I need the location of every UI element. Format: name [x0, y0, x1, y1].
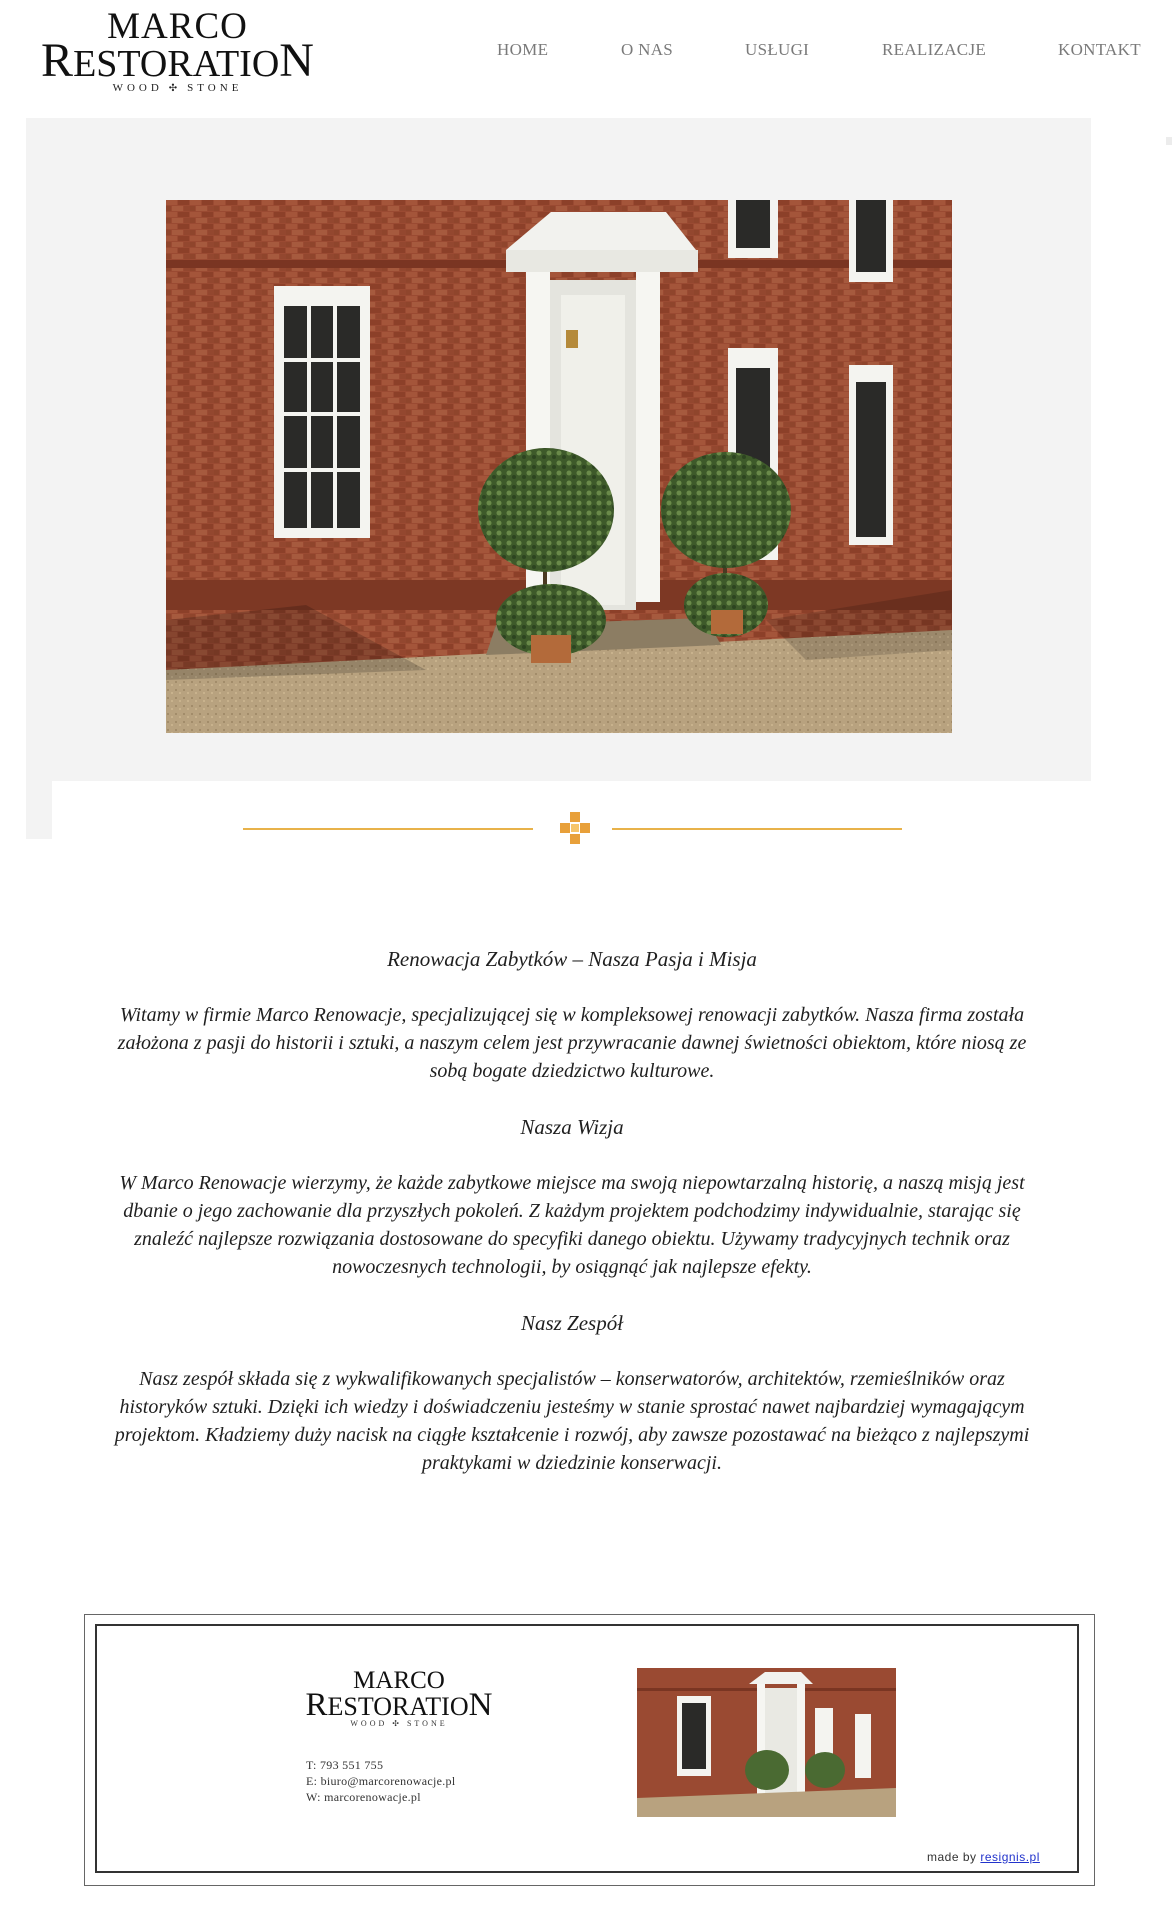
- paragraph-intro: Witamy w firmie Marco Renowacje, specjalizującej się w kompleksowej renowacji zabytków. Nasza firma została założona z pasji do historii i sztuki, a naszym celem jest przywracanie dawnej świetności obiektom, które niosą ze sobą bogate dziedzictwo kulturowe.: [117, 1004, 1027, 1082]
- contact-email[interactable]: E: biuro@marcorenowacje.pl: [306, 1774, 456, 1788]
- logo-line-marco: MARCO: [107, 6, 248, 47]
- hero-image: [166, 200, 952, 733]
- paragraph-team: Nasz zespół składa się z wykwalifikowanych specjalistów – konserwatorów, architektów, rzemieślników oraz historyków sztuki. Dzięki ich wiedzy i doświadczeniu jesteśmy w stanie sprostać nawet najbardziej wymagającym projektom. Kładziemy duży nacisk na ciągłe kształcenie i rozwój, aby zawsze pozostawać na bieżąco z najlepszymi praktykami w dziedzinie konserwacji.: [114, 1368, 1030, 1474]
- nav-uslugi[interactable]: USŁUGI: [745, 40, 810, 59]
- nav-kontakt[interactable]: KONTAKT: [1058, 40, 1141, 59]
- logo-ornament-icon: ✣: [168, 83, 182, 94]
- logo-line-restoration: RESTORATION: [41, 34, 314, 87]
- footer-card: [95, 1624, 1079, 1873]
- footer-logo-tagline: WOOD ✣ STONE: [350, 1719, 448, 1728]
- main-nav: [0, 40, 1173, 64]
- footer-logo-marco: MARCO: [353, 1667, 445, 1694]
- footer-image: [637, 1668, 896, 1817]
- nav-home[interactable]: HOME: [497, 40, 549, 59]
- logo-tagline: WOOD ✣ STONE: [112, 82, 243, 94]
- heading-mission: Renowacja Zabytków – Nasza Pasja i Misja: [387, 947, 757, 971]
- nav-o-nas[interactable]: O NAS: [621, 40, 674, 59]
- heading-vision: Nasza Wizja: [520, 1115, 624, 1139]
- divider-line-right: [612, 828, 902, 830]
- section-divider: [0, 810, 1173, 850]
- contact-web[interactable]: W: marcorenowacje.pl: [306, 1790, 421, 1804]
- footer-logo: [285, 1668, 513, 1728]
- contact-phone: T: 793 551 755: [306, 1758, 384, 1772]
- credits: [927, 1850, 1040, 1864]
- credits-link[interactable]: resignis.pl: [980, 1850, 1040, 1864]
- contact-info: [306, 1757, 455, 1805]
- heading-team: Nasz Zespół: [520, 1311, 624, 1335]
- nav-realizacje[interactable]: REALIZACJE: [882, 40, 987, 59]
- quatrefoil-ornament-icon: [558, 810, 592, 846]
- paragraph-vision: W Marco Renowacje wierzymy, że każde zabytkowe miejsce ma swoją niepowtarzalną historię, a naszą misją jest dbanie o jego zachowanie dla przyszłych pokoleń. Z każdym projektem podchodzimy indywidualnie, starając się znaleźć najlepsze rozwiązania dostosowane do specyfiki danego obiektu. Używamy tradycyjnych technik oraz nowoczesnych technologii, by osiągnąć jak najlepsze efekty.: [119, 1172, 1025, 1278]
- footer-logo-restoration: RESTORATION: [305, 1687, 493, 1723]
- scroll-indicator: [1166, 137, 1172, 145]
- divider-line-left: [243, 828, 533, 830]
- credits-label: made by: [927, 1850, 977, 1864]
- about-section: [100, 945, 1044, 1505]
